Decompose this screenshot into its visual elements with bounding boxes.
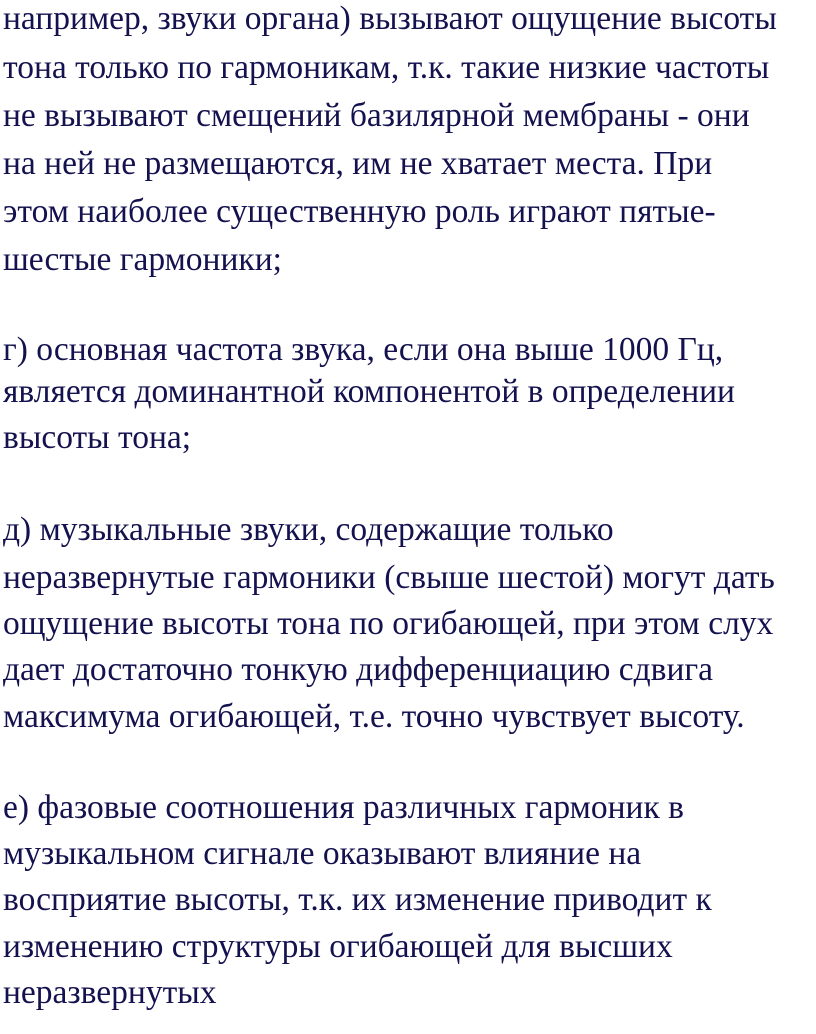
text-line: является доминантной компонентой в определении (3, 373, 735, 410)
text-line: например, звуки органа) вызывают ощущение высоты (3, 0, 777, 37)
text-line: тона только по гармоникам, т.к. такие низкие частоты (3, 49, 770, 86)
text-line: восприятие высоты, т.к. их изменение приводит к (3, 881, 712, 918)
text-line: не вызывают смещений базилярной мембраны - они (3, 97, 750, 134)
text-line: на ней не размещаются, им не хватает места. При (3, 145, 713, 182)
text-line: этом наиболее существенную роль играют пятые- (3, 193, 716, 230)
text-line: д) музыкальные звуки, содержащие только (3, 511, 614, 548)
text-line: ощущение высоты тона по огибающей, при этом слух (3, 605, 774, 642)
text-line: неразвернутых (3, 974, 217, 1011)
text-line: музыкальном сигнале оказывают влияние на (3, 835, 642, 872)
text-line: е) фазовые соотношения различных гармоник в (3, 789, 684, 826)
text-line: максимума огибающей, т.е. точно чувствует высоту. (3, 698, 745, 735)
text-line: неразвернутые гармоники (свыше шестой) могут дать (3, 559, 775, 596)
text-line: г) основная частота звука, если она выше 1000 Гц, (3, 331, 724, 368)
text-line: изменению структуры огибающей для высших (3, 928, 673, 965)
text-line: высоты тона; (3, 419, 192, 456)
text-line: дает достаточно тонкую дифференциацию сдвига (3, 651, 714, 688)
text-line: шестые гармоники; (3, 241, 282, 278)
